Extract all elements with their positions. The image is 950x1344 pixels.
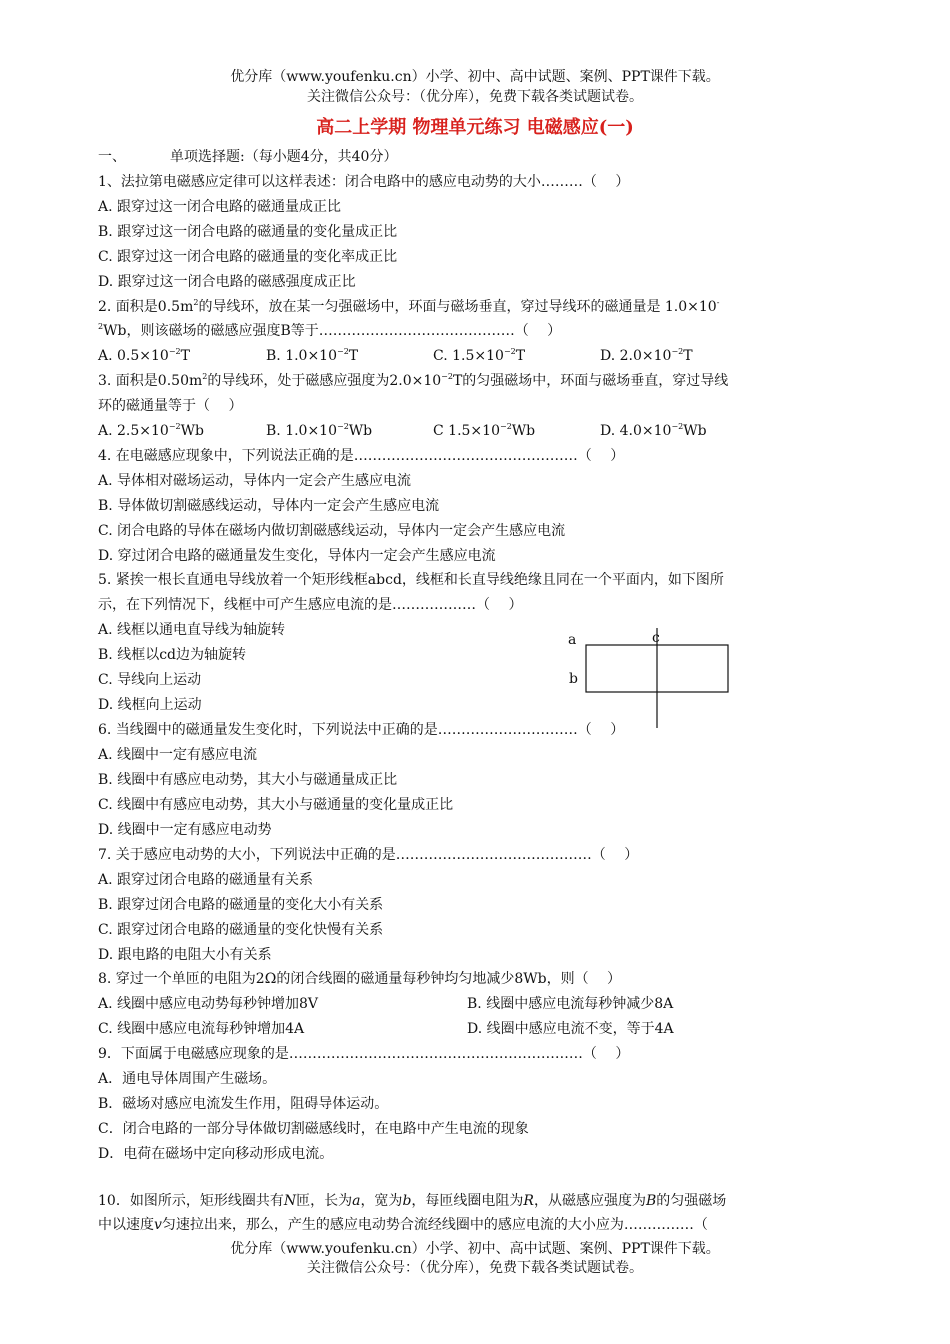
q3-c-exp: −2 bbox=[499, 422, 512, 431]
q3-stem-sup: 2 bbox=[202, 372, 208, 381]
q2-stem-b: 的导线环，放在某一匀强磁场中，环面与磁场垂直，穿过导线环的磁通量是 1.0×10 bbox=[198, 299, 717, 315]
q5-stem-1: 5. 紧挨一根长直通电导线放着一个矩形线框abcd，线框和长直导线绝缘且同在一个平面内，如下图所 bbox=[98, 572, 724, 588]
q2-b-exp: −2 bbox=[337, 347, 349, 356]
q10-stem-1 bbox=[98, 1192, 726, 1210]
q10-a: a bbox=[352, 1193, 361, 1209]
q2-option-b bbox=[266, 347, 358, 365]
q3-option-a bbox=[98, 422, 204, 440]
q10-p8: 匀速拉出来，那么，产生的感应电动势合流经线圈中的感应电流的大小应为……………（ bbox=[161, 1217, 708, 1233]
q10-v: v bbox=[154, 1217, 162, 1233]
header-line-1: 优分库（www.youfenku.cn）小学、初中、高中试题、案例、PPT课件下载。 bbox=[230, 69, 720, 85]
q3-stem-exp: −2 bbox=[441, 372, 453, 381]
q3-stem-c: T的匀强磁场中，环面与磁场垂直，穿过导线 bbox=[452, 373, 729, 389]
q1-stem: 1、法拉第电磁感应定律可以这样表述：闭合电路中的感应电动势的大小………（ ） bbox=[98, 174, 630, 190]
q5-option-a: A. 线框以通电直导线为轴旋转 bbox=[98, 622, 286, 638]
q4-option-d: D. 穿过闭合电路的磁通量发生变化，导体内一定会产生感应电流 bbox=[98, 548, 496, 564]
q6-option-c: C. 线圈中有感应电动势，其大小与磁通量的变化量成正比 bbox=[98, 797, 454, 813]
page-title: 高二上学期 物理单元练习 电磁感应(一) bbox=[316, 117, 634, 138]
q5-figure bbox=[565, 628, 745, 728]
q9-option-b: B．磁场对感应电流发生作用，阻碍导体运动。 bbox=[98, 1096, 389, 1112]
q2-c-unit: T bbox=[515, 348, 526, 364]
q2-d-exp: −2 bbox=[671, 347, 684, 356]
q4-option-a: A. 导体相对磁场运动，导体内一定会产生感应电流 bbox=[98, 473, 412, 489]
q2-c-text: C. 1.5×10 bbox=[433, 348, 504, 364]
q3-b-exp: −2 bbox=[337, 422, 349, 431]
footer-line-2: 关注微信公众号：（优分库），免费下载各类试题试卷。 bbox=[307, 1260, 643, 1276]
q7-option-d: D. 跟电路的电阻大小有关系 bbox=[98, 947, 272, 963]
q2-option-c bbox=[433, 347, 525, 365]
q2-option-d bbox=[600, 347, 693, 365]
q10-p3: ，宽为 bbox=[360, 1193, 403, 1209]
q10-p2: 匝，长为 bbox=[296, 1193, 353, 1209]
q5-option-c: C. 导线向上运动 bbox=[98, 672, 202, 688]
q2-a-unit: T bbox=[180, 348, 190, 364]
q3-option-d bbox=[600, 422, 707, 440]
q5-stem-2: 示，在下列情况下，线框中可产生感应电流的是………………（ ） bbox=[98, 597, 523, 613]
footer-line-1: 优分库（www.youfenku.cn）小学、初中、高中试题、案例、PPT课件下载。 bbox=[230, 1241, 720, 1257]
q3-stem-cont: 环的磁通量等于（ ） bbox=[98, 398, 243, 414]
q2-stem-a: 2. 面积是0.5m bbox=[98, 299, 194, 315]
q2-option-a bbox=[98, 347, 190, 365]
q3-a-text: A. 2.5×10 bbox=[98, 423, 169, 439]
q6-option-d: D. 线圈中一定有感应电动势 bbox=[98, 822, 272, 838]
q6-option-a: A. 线圈中一定有感应电流 bbox=[98, 747, 258, 763]
q3-option-b bbox=[266, 422, 372, 440]
q7-option-a: A. 跟穿过闭合电路的磁通量有关系 bbox=[98, 872, 314, 888]
q7-stem: 7. 关于感应电动势的大小，下列说法中正确的是……………………………………（ ） bbox=[98, 847, 639, 863]
q9-option-a: A．通电导体周围产生磁场。 bbox=[98, 1071, 277, 1087]
q2-stem-cont bbox=[98, 322, 561, 340]
q2-stem-cont-sup: 2 bbox=[98, 322, 104, 331]
label-c: c bbox=[652, 630, 660, 646]
q2-stem-cont-text: Wb，则该磁场的磁感应强度B等于……………………………………（ ） bbox=[103, 323, 562, 339]
q6-stem: 6. 当线圈中的磁通量发生变化时，下列说法中正确的是…………………………（ ） bbox=[98, 722, 625, 738]
q1-option-c: C. 跟穿过这一闭合电路的磁通量的变化率成正比 bbox=[98, 249, 398, 265]
q5-option-b: B. 线框以cd边为轴旋转 bbox=[98, 647, 246, 663]
q2-stem bbox=[98, 298, 719, 316]
q2-c-exp: −2 bbox=[503, 347, 516, 356]
q4-stem: 4. 在电磁感应现象中，下列说法正确的是…………………………………………（ ） bbox=[98, 448, 625, 464]
q3-a-exp: −2 bbox=[168, 422, 181, 431]
section-label: 单项选择题:（每小题4分，共40分） bbox=[170, 149, 398, 165]
q3-d-exp: −2 bbox=[671, 422, 684, 431]
q8-option-b: B. 线圈中感应电流每秒钟减少8A bbox=[467, 996, 674, 1012]
label-a: a bbox=[568, 632, 577, 648]
q2-d-unit: T bbox=[683, 348, 693, 364]
q2-b-unit: T bbox=[348, 348, 359, 364]
q10-p1: 10．如图所示，矩形线圈共有 bbox=[98, 1193, 284, 1209]
q3-a-unit: Wb bbox=[180, 423, 204, 439]
q8-stem: 8. 穿过一个单匝的电阻为2Ω的闭合线圈的磁通量每秒钟均匀地减少8Wb，则（ ） bbox=[98, 971, 622, 987]
q3-option-c bbox=[433, 422, 535, 440]
q3-d-text: D. 4.0×10 bbox=[600, 423, 672, 439]
q7-option-c: C. 跟穿过闭合电路的磁通量的变化快慢有关系 bbox=[98, 922, 384, 938]
q4-option-c: C. 闭合电路的导体在磁场内做切割磁感线运动，导体内一定会产生感应电流 bbox=[98, 523, 566, 539]
q10-stem-2 bbox=[98, 1216, 708, 1234]
section-number: 一、 bbox=[98, 149, 126, 165]
q3-c-unit: Wb bbox=[511, 423, 536, 439]
q8-option-d: D. 线圈中感应电流不变，等于4A bbox=[467, 1021, 674, 1037]
q3-stem bbox=[98, 372, 728, 390]
q10-p6: 的匀强磁场 bbox=[656, 1193, 727, 1209]
q8-option-a: A. 线圈中感应电动势每秒钟增加8V bbox=[98, 996, 319, 1012]
q10-R: R bbox=[523, 1193, 534, 1209]
q8-option-c: C. 线圈中感应电流每秒钟增加4A bbox=[98, 1021, 305, 1037]
label-b: b bbox=[569, 671, 578, 687]
q3-d-unit: Wb bbox=[683, 423, 707, 439]
q2-d-text: D. 2.0×10 bbox=[600, 348, 672, 364]
q3-b-unit: Wb bbox=[348, 423, 373, 439]
q10-b: b bbox=[402, 1193, 412, 1209]
q10-p7: 中以速度 bbox=[98, 1217, 154, 1233]
q3-b-text: B. 1.0×10 bbox=[266, 423, 337, 439]
q10-N: N bbox=[283, 1193, 297, 1209]
q2-a-text: A. 0.5×10 bbox=[98, 348, 169, 364]
q3-c-text: C 1.5×10 bbox=[433, 423, 500, 439]
q6-option-b: B. 线圈中有感应电动势，其大小与磁通量成正比 bbox=[98, 772, 398, 788]
q10-p4: ，每匝线圈电阻为 bbox=[411, 1193, 524, 1209]
q10-B: B bbox=[645, 1193, 657, 1209]
q5-option-d: D. 线框向上运动 bbox=[98, 697, 202, 713]
q1-option-b: B. 跟穿过这一闭合电路的磁通量的变化量成正比 bbox=[98, 224, 398, 240]
q9-option-d: D．电荷在磁场中定向移动形成电流。 bbox=[98, 1146, 334, 1162]
q1-option-a: A. 跟穿过这一闭合电路的磁通量成正比 bbox=[98, 199, 342, 215]
q2-a-exp: −2 bbox=[168, 347, 181, 356]
q7-option-b: B. 跟穿过闭合电路的磁通量的变化大小有关系 bbox=[98, 897, 384, 913]
q9-stem: 9．下面属于电磁感应现象的是………………………………………………………（ ） bbox=[98, 1046, 630, 1062]
q2-stem-sup2: - bbox=[716, 298, 720, 307]
q2-b-text: B. 1.0×10 bbox=[266, 348, 337, 364]
q4-option-b: B. 导体做切割磁感线运动，导体内一定会产生感应电流 bbox=[98, 498, 440, 514]
header-line-2: 关注微信公众号：（优分库），免费下载各类试题试卷。 bbox=[307, 89, 643, 105]
q1-option-d: D. 跟穿过这一闭合电路的磁感强度成正比 bbox=[98, 274, 356, 290]
q3-stem-b: 的导线环，处于磁感应强度为2.0×10 bbox=[207, 373, 442, 389]
q2-stem-sup: 2 bbox=[193, 298, 199, 307]
q3-stem-a: 3. 面积是0.50m bbox=[98, 373, 203, 389]
q10-p5: ，从磁感应强度为 bbox=[533, 1193, 646, 1209]
q9-option-c: C．闭合电路的一部分导体做切割磁感线时，在电路中产生电流的现象 bbox=[98, 1121, 529, 1137]
section-heading bbox=[98, 148, 397, 166]
